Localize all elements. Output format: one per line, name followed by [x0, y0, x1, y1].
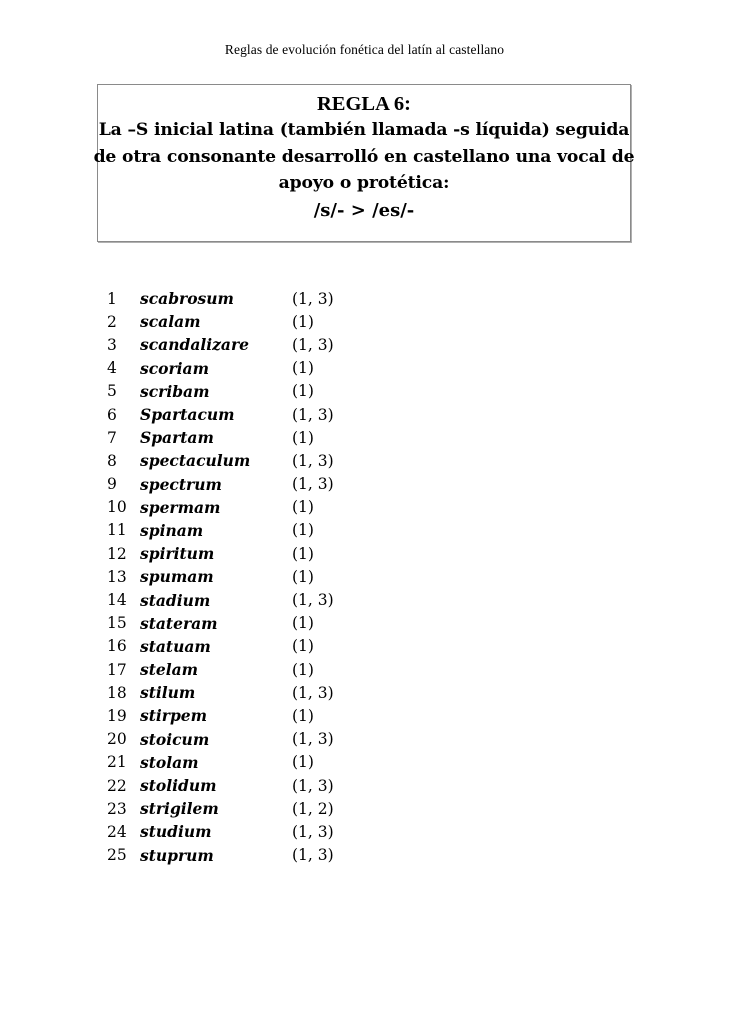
latin-word: scoriam: [140, 358, 210, 378]
row-reference: (1, 3): [292, 289, 334, 308]
page-header: Reglas de evolución fonética del latín al castellano: [224, 42, 505, 57]
latin-word: scalam: [140, 312, 201, 332]
row-number: 1: [107, 289, 117, 308]
row-number: 21: [107, 753, 127, 772]
latin-word: stirpem: [140, 706, 208, 726]
word-row: [107, 403, 447, 426]
word-list: [107, 287, 447, 867]
row-reference: (1): [292, 567, 314, 586]
row-reference: (1): [292, 359, 314, 378]
row-reference: (1, 3): [292, 776, 334, 795]
row-number: 6: [107, 405, 117, 424]
row-reference: (1): [292, 544, 314, 563]
word-row: [107, 449, 447, 472]
word-row: [107, 797, 447, 820]
row-reference: (1, 3): [292, 591, 334, 610]
rule-box: [93, 84, 635, 242]
word-row: [107, 658, 447, 681]
word-row: [107, 310, 447, 333]
row-number: 4: [107, 359, 117, 378]
row-number: 10: [107, 498, 127, 517]
row-number: 11: [107, 521, 127, 540]
word-row: [107, 681, 447, 704]
row-number: 2: [107, 312, 117, 331]
row-number: 19: [107, 706, 127, 725]
row-number: 22: [107, 776, 127, 795]
latin-word: Spartacum: [140, 405, 235, 425]
row-reference: (1, 3): [292, 846, 334, 865]
row-reference: (1, 2): [292, 799, 334, 818]
row-reference: (1): [292, 637, 314, 656]
latin-word: spumam: [140, 567, 214, 587]
latin-word: stolidum: [140, 776, 217, 796]
row-number: 14: [107, 591, 127, 610]
row-reference: (1): [292, 614, 314, 633]
word-row: [107, 287, 447, 310]
word-row: [107, 751, 447, 774]
row-number: 13: [107, 567, 127, 586]
word-row: [107, 565, 447, 588]
rule-text: La –S inicial latina (también llamada -s líquida) seguida de otra consonante desarrolló en castellano una vocal de apoyo o protética:: [93, 120, 635, 193]
row-reference: (1, 3): [292, 683, 334, 702]
row-number: 17: [107, 660, 127, 679]
row-reference: (1, 3): [292, 822, 334, 841]
row-reference: (1): [292, 428, 314, 447]
latin-word: stoicum: [140, 729, 210, 749]
row-reference: (1): [292, 382, 314, 401]
row-reference: (1): [292, 312, 314, 331]
latin-word: spectaculum: [140, 451, 251, 471]
row-reference: (1): [292, 498, 314, 517]
latin-word: scabrosum: [140, 289, 234, 309]
rule-formula: /s/- > /es/-: [313, 199, 415, 221]
word-row: [107, 704, 447, 727]
row-number: 15: [107, 614, 127, 633]
row-reference: (1): [292, 753, 314, 772]
latin-word: statuam: [140, 636, 211, 656]
word-row: [107, 820, 447, 843]
row-number: 23: [107, 799, 127, 818]
row-number: 25: [107, 846, 127, 865]
row-reference: (1): [292, 660, 314, 679]
word-row: [107, 542, 447, 565]
word-row: [107, 333, 447, 356]
latin-word: stilum: [140, 683, 196, 703]
latin-word: spermam: [140, 497, 221, 517]
word-row: [107, 728, 447, 751]
latin-word: spectrum: [140, 474, 222, 494]
latin-word: stelam: [140, 660, 199, 680]
latin-word: scribam: [140, 381, 210, 401]
word-row: [107, 588, 447, 611]
word-row: [107, 612, 447, 635]
row-reference: (1, 3): [292, 335, 334, 354]
word-row: [107, 426, 447, 449]
word-row: [107, 496, 447, 519]
latin-word: stuprum: [140, 845, 214, 865]
row-reference: (1): [292, 521, 314, 540]
latin-word: strigilem: [140, 799, 219, 819]
row-number: 12: [107, 544, 127, 563]
latin-word: Spartam: [140, 428, 214, 448]
row-reference: (1): [292, 706, 314, 725]
word-row: [107, 519, 447, 542]
latin-word: spiritum: [140, 544, 215, 564]
latin-word: scandalizare: [140, 335, 250, 355]
latin-word: spinam: [140, 520, 204, 540]
row-number: 20: [107, 730, 127, 749]
row-number: 9: [107, 475, 117, 494]
row-number: 3: [107, 335, 117, 354]
row-number: 7: [107, 428, 117, 447]
row-reference: (1, 3): [292, 451, 334, 470]
word-row: [107, 844, 447, 867]
latin-word: stadium: [140, 590, 211, 610]
word-row: [107, 357, 447, 380]
row-reference: (1, 3): [292, 475, 334, 494]
word-row: [107, 473, 447, 496]
latin-word: stateram: [140, 613, 218, 633]
word-row: [107, 380, 447, 403]
row-number: 24: [107, 822, 127, 841]
latin-word: stolam: [140, 752, 199, 772]
row-reference: (1, 3): [292, 405, 334, 424]
word-row: [107, 774, 447, 797]
rule-title: REGLA 6:: [317, 93, 411, 115]
row-number: 5: [107, 382, 117, 401]
row-number: 16: [107, 637, 127, 656]
row-number: 8: [107, 451, 117, 470]
word-row: [107, 635, 447, 658]
latin-word: studium: [140, 822, 212, 842]
row-number: 18: [107, 683, 127, 702]
row-reference: (1, 3): [292, 730, 334, 749]
